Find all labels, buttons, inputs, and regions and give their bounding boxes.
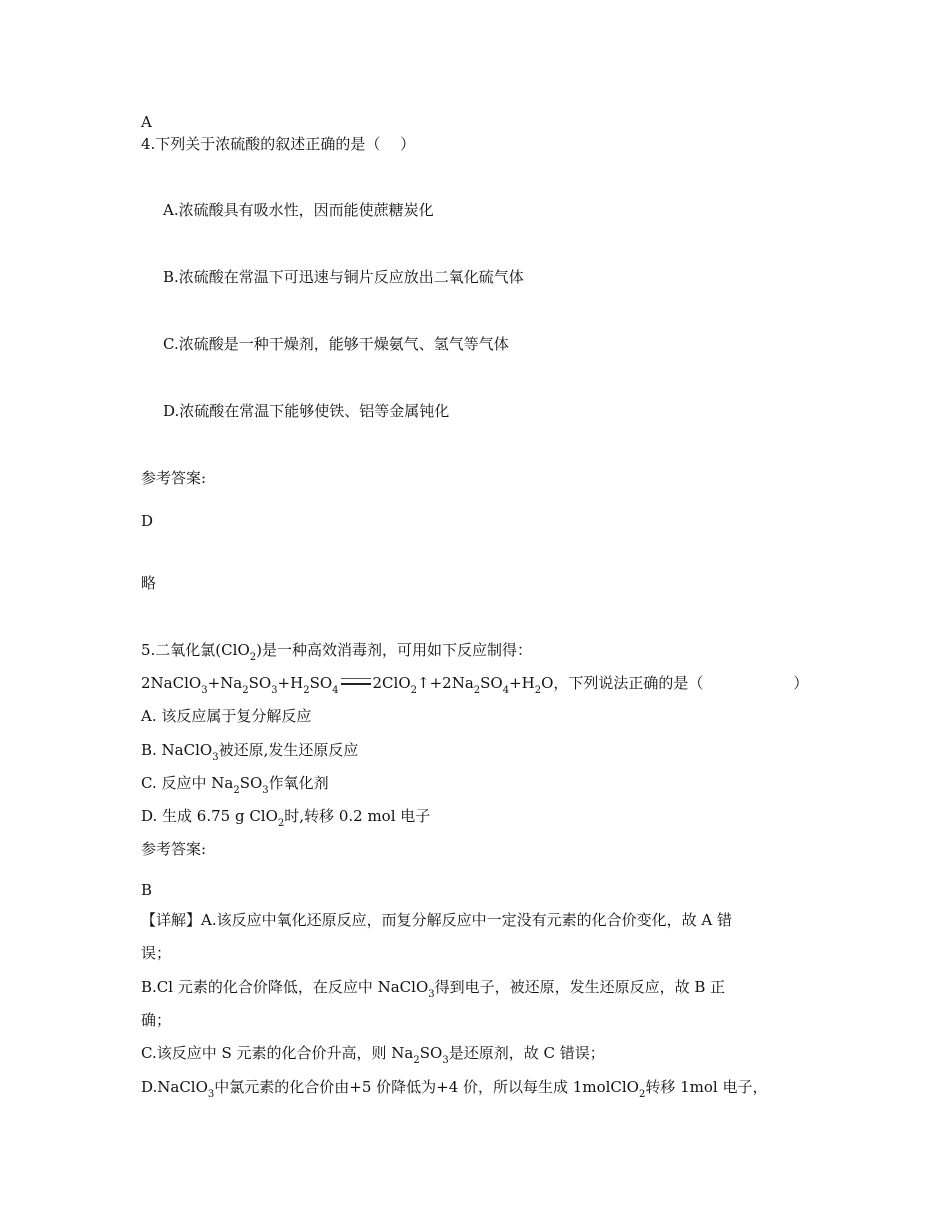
- question-4-option-c: C.浓硫酸是一种干燥剂，能够干燥氨气、氢气等气体: [163, 335, 509, 353]
- explanation-line-1-cont: 误；: [141, 944, 172, 962]
- explanation-line-2-cont: 确；: [141, 1011, 172, 1029]
- question-5-answer: B: [141, 881, 153, 899]
- reaction-arrow-icon: [341, 678, 371, 690]
- explanation-line-3: C.该反应中 S 元素的化合价升高，则 $Na_2SO_3$是还原剂，故 C 错误；: [141, 1044, 605, 1066]
- explanation-line-4: D.NaClO$_3$中氯元素的化合价由+5 价降低为+4 价，所以每生成 1molClO$_2$转移 1mol 电子，: [141, 1078, 768, 1100]
- question-4-stem: 4.下列关于浓硫酸的叙述正确的是（ ）: [141, 135, 416, 153]
- question-5-option-c: C. 反应中 $Na_2SO_3$作氧化剂: [141, 774, 329, 796]
- question-5-answer-label: 参考答案:: [141, 840, 207, 858]
- question-5-option-a: A. 该反应属于复分解反应: [141, 707, 312, 725]
- question-4-answer-label: 参考答案:: [141, 469, 207, 487]
- question-4-answer: D: [141, 512, 154, 530]
- question-4-option-b: B.浓硫酸在常温下可迅速与铜片反应放出二氧化硫气体: [163, 268, 524, 286]
- explanation-line-2: B.Cl 元素的化合价降低，在反应中 NaClO$_3$得到电子，被还原，发生还原反应，故 B 正: [141, 978, 726, 1000]
- question-4-option-d: D.浓硫酸在常温下能够使铁、铝等金属钝化: [163, 402, 450, 420]
- question-4-note: 略: [141, 574, 157, 592]
- question-5-stem: 5.二氧化氯(ClO$_2$)是一种高效消毒剂，可用如下反应制得：: [141, 641, 532, 663]
- question-5-option-b: B. NaClO$_3$被还原,发生还原反应: [141, 741, 359, 763]
- question-5-option-d: D. 生成 6.75 g ClO$_2$时,转移 0.2 mol 电子: [141, 807, 431, 829]
- previous-answer: A: [141, 113, 152, 131]
- explanation-line-1: 【详解】A.该反应中氧化还原反应，而复分解反应中一定没有元素的化合价变化，故 A 错: [141, 911, 732, 929]
- question-4-option-a: A.浓硫酸具有吸水性，因而能使蔗糖炭化: [163, 201, 434, 219]
- question-5-equation: $2NaClO_3+Na_2SO_3+H_2SO_4$ $2ClO_2↑+2Na_2SO_4+H_2O$，下列说法正确的是（ ）: [141, 674, 809, 696]
